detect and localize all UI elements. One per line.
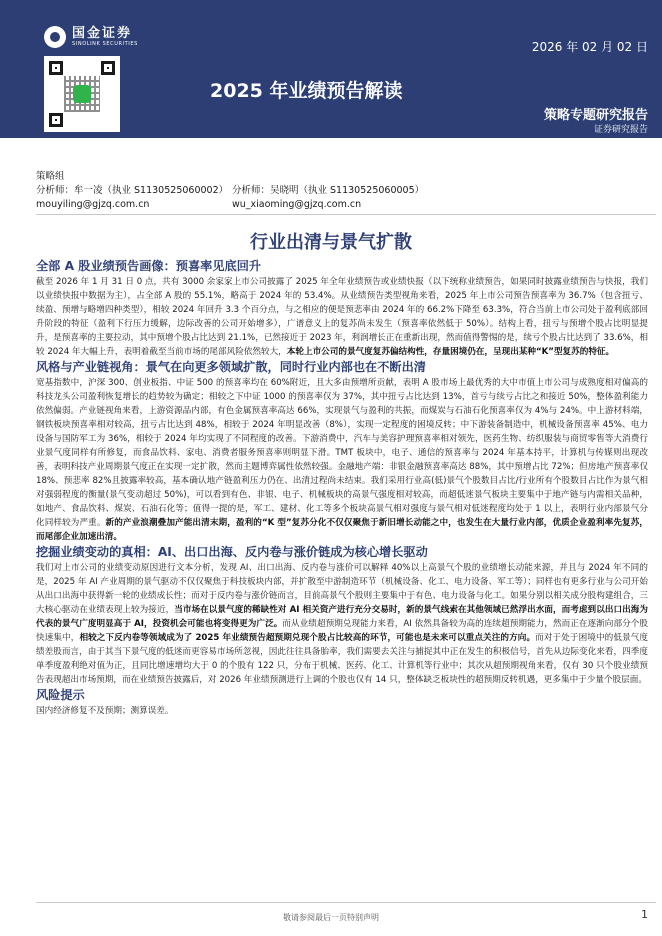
page-number: 1 xyxy=(641,908,648,921)
logo-name-cn: 国金证券 xyxy=(72,26,133,41)
logo-icon xyxy=(44,26,66,48)
document-title: 行业出清与景气扩散 xyxy=(250,232,412,253)
section-heading: 全部 A 股业绩预告画像：预喜率见底回升 xyxy=(36,259,262,273)
section-heading: 风格与产业链视角：景气在向更多领域扩散，同时行业内部也在不断出清 xyxy=(36,360,426,374)
analyst-1: 分析师：牟一凌（执业 S1130525060002） xyxy=(36,185,229,196)
section-heading: 挖掘业绩变动的真相：AI、出口出海、反内卷与涨价链成为核心增长驱动 xyxy=(36,545,428,559)
logo-name-en: SINOLINK SECURITIES xyxy=(72,41,138,47)
report-body xyxy=(36,258,648,718)
report-subtype: 证券研究报告 xyxy=(593,125,648,135)
wechat-icon xyxy=(73,85,91,103)
section-paragraph: 宽基指数中，沪深 300、创业板指、中证 500 的预喜率均在 60%附近，且大多由预增所贡献，表明 A 股市场上最优秀的大中市值上市公司与成熟度相对偏高的科技龙头公司盈利恢复增长的趋势较为确定；相较之下中证 1000 的预喜率仅为 37%，其中扭亏占比达到 13%，首亏与续亏占比之和接近 50%，整体盈利能力依然偏弱。产业链视角来看，上游资源品内部，有色金属预喜率高达 66%，实现景气与盈利的共振，而煤炭与石油石化预喜率仅为 4%与 24%。中上游材料端，钢铁板块预喜率相对较高，扭亏占比达到 48%，相较于 2024 年明显改善（8%），实现一定程度的困境反转；中下游装备制造中，机械设备预喜率 45%、电力设备与国防军工为 36%，相较于 2024 年均实现了不同程度的改善。下游消费中，汽车与美容护理预喜率相对领先，医药生物、纺织服装与商贸零售等大消费行业景气度同样有所修复，而食品饮料、家电、消费者服务预喜率则明显下滑。TMT 板块中，电子、通信的预喜率与 2024 年基本持平，计算机与传媒则出现改善，表明科技产业周期景气度正在实现一定扩散，然而主题博弈属性依然较强。金融地产端：非银金融预喜率高达 88%，其中预增占比 72%；但房地产预喜率仅 18%、预悲率 82%且披露率较高，基本确认地产链盈利压力仍在、出清过程尚未结束。我们采用行业高(低)景气个股数目占比/行业所有个股数目占比作为景气相对强弱程度的衡量(景气变动超过 50%)，可以看到有色、非银、电子、机械板块的高景气强度相对较高，而超低迷景气板块主要集中于地产链与内需相关品种，如地产、食品饮料、煤炭、石油石化等；值得一提的是，军工、建材、化工等多个板块高景气相对强度与景气相对低迷程度均处于 1 以上，表明行业内部景气分化同样较为严重。新的产业浪潮叠加产能出清末期，盈利的“K 型”复苏分化不仅仅聚焦于新旧增长动能之中，也发生在大量行业内部，优质企业盈利率先复苏，而尾部企业加速出清。 xyxy=(36,378,648,542)
analyst-2-email[interactable]: wu_xiaoming@gjzq.com.cn xyxy=(232,199,362,210)
report-header xyxy=(0,0,662,138)
analyst-group: 策略组 xyxy=(36,171,65,182)
section-paragraph: 国内经济修复不及预期；测算误差。 xyxy=(36,706,174,716)
analyst-1-email[interactable]: mouyiling@gjzq.com.cn xyxy=(36,199,150,210)
section-paragraph: 截至 2026 年 1 月 31 日 0 点，共有 3000 余家家上市公司披露了 2025 年全年业绩预告或业绩快报（以下统称业绩预告，如果同时披露业绩预告与快报，我们以业绩快报中数据为主），占全部 A 股的 55.1%，略高于 2024 年的 53.4%。从业绩预告类型视角来看，2025 年上市公司预告预喜率为 36.7%（包含扭亏、续盈、预增与略增四种类型），相较 2024 年回升 3.3 个百分点，与之相应的便是预悲率由 2024 年的 66.2%下降至 63.3%，符合当前上市公司处于盈利底部回升阶段的特征（盈利下行压力缓解，边际改善的公司开始增多），广谱意义上的复苏尚未发生（预喜率依然低于 50%）。结构上看，扭亏与预增个股占比明显提升，是预喜率的主要拉动，其中预增个股占比达到 21.1%，已然接近于 2023 年，利润增长正在重新出现，然而值得警惕的是，续亏个股占比达到了 33.6%，相较 2024 年大幅上升，表明着截至当前市场的尾部风险依然较大，本轮上市公司的景气度复苏偏结构性，存量困境仍在，呈现出某种“K”型复苏的特征。 xyxy=(36,277,648,357)
report-date: 2026 年 02 月 02 日 xyxy=(531,40,648,54)
brand-logo xyxy=(44,26,138,48)
section-heading: 风险提示 xyxy=(36,688,85,702)
footer-disclaimer[interactable]: 敬请参阅最后一页特别声明 xyxy=(283,913,379,922)
report-title: 2025 年业绩预告解读 xyxy=(210,80,403,102)
analyst-block xyxy=(36,170,425,212)
section-paragraph: 我们对上市公司的业绩变动原因进行文本分析，发现 AI、出口出海、反内卷与涨价可以解释 40%以上高景气个股的业绩增长动能来源，并且与 2024 年不同的是，2025 年 AI 产业周期的景气驱动不仅仅聚焦于科技板块内部，并扩散至中游制造环节（机械设备、化工、电力设备、军工等）；同样也有更多行业与公司开始从出口出海中获得新一轮的业绩成长性；而对于反内卷与涨价链而言，目前高景气个股则主要集中于有色、电力设备与化工。如果分别以相关成分股构建组合，三大核心驱动在业绩表现上较为接近，当市场在以景气度的稀缺性对 AI 相关资产进行充分交易时，新的景气线索在其他领域已然浮出水面，而考虑到以出口出海为代表的景气广度明显高于 AI，投资机会可能也将变得更为广泛。而从业绩超预期兑现能力来看，AI 依然具备较为高的连续超预期能力，然而正在逐渐向部分个股快速集中，相较之下反内卷等领域成为了 2025 年业绩预告超预期兑现个股占比较高的环节，可能也是未来可以重点关注的方向。而对于处于困境中的低景气度绩差股而言，由于其当下景气度的低迷而更容易市场所忽视，因此往往具备胎率，我们需要去关注与捕捉其中正在发生的积极信号，首先从边际变化来看，四季度单季度盈利绝对值为正，且同比增速增均大于 0 的个股有 122 只，分布于机械、医药、化工、计算机等行业中；其次从超预期视角来看，仅有 30 只个股业绩预告表现超出市场预期，而在业绩预告披露后，对 2026 年业绩预测进行上调的个股也仅有 14 只，整体缺乏板块性的超预期反转机遇，更多集中于少量个股层面。 xyxy=(36,563,648,685)
footer-divider xyxy=(36,902,656,903)
divider xyxy=(36,214,656,215)
qr-code xyxy=(44,56,120,132)
report-type: 策略专题研究报告 xyxy=(543,108,648,123)
analyst-2: 分析师：吴晓明（执业 S1130525060005） xyxy=(232,185,425,196)
